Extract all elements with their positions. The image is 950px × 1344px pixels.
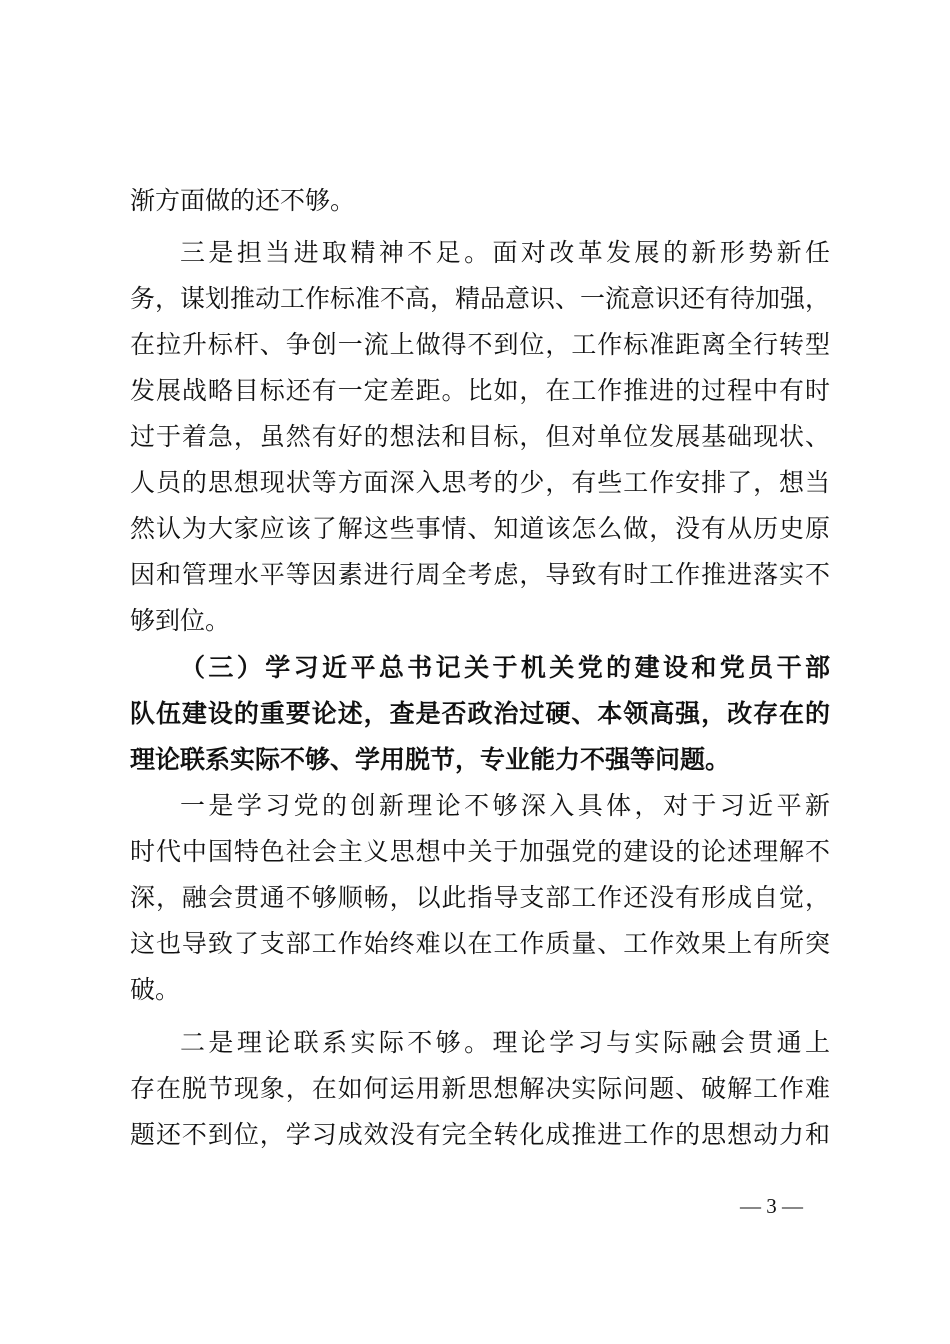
paragraph-1-line-1: 渐方面做的还不够。 <box>130 186 356 215</box>
paragraph-2-line-5: 过于着急，虽然有好的想法和目标，但对单位发展基础现状、 <box>130 422 830 451</box>
page-number: — 3 — <box>740 1194 803 1218</box>
paragraph-5-line-2: 存在脱节现象，在如何运用新思想解决实际问题、破解工作难 <box>130 1074 830 1103</box>
paragraph-4-line-4: 这也导致了支部工作始终难以在工作质量、工作效果上有所突 <box>130 929 830 958</box>
paragraph-2-line-4: 发展战略目标还有一定差距。比如，在工作推进的过程中有时 <box>130 376 830 405</box>
section-heading-line-3: 理论联系实际不够、学用脱节，专业能力不强等问题。 <box>130 745 731 774</box>
paragraph-4-line-2: 时代中国特色社会主义思想中关于加强党的建设的论述理解不 <box>130 837 830 866</box>
section-heading-line-1: （三）学习近平总书记关于机关党的建设和党员干部 <box>180 653 830 682</box>
paragraph-5-line-1: 二是理论联系实际不够。理论学习与实际融会贯通上 <box>180 1028 830 1057</box>
paragraph-2-line-7: 然认为大家应该了解这些事情、知道该怎么做，没有从历史原 <box>130 514 830 543</box>
paragraph-4-line-3: 深，融会贯通不够顺畅，以此指导支部工作还没有形成自觉， <box>130 883 830 912</box>
paragraph-4-line-5: 破。 <box>130 975 181 1004</box>
paragraph-2-line-6: 人员的思想现状等方面深入思考的少，有些工作安排了，想当 <box>130 468 830 497</box>
paragraph-2-line-3: 在拉升标杆、争创一流上做得不到位，工作标准距离全行转型 <box>130 330 830 359</box>
paragraph-2-line-1: 三是担当进取精神不足。面对改革发展的新形势新任 <box>180 238 830 267</box>
paragraph-5-line-3: 题还不到位，学习成效没有完全转化成推进工作的思想动力和 <box>130 1120 830 1149</box>
paragraph-4-line-1: 一是学习党的创新理论不够深入具体，对于习近平新 <box>180 791 830 820</box>
paragraph-2-line-9: 够到位。 <box>130 606 231 635</box>
section-heading-line-2: 队伍建设的重要论述，查是否政治过硬、本领高强，改存在的 <box>130 699 830 728</box>
paragraph-2-line-2: 务，谋划推动工作标准不高，精品意识、一流意识还有待加强， <box>130 284 831 313</box>
paragraph-2-line-8: 因和管理水平等因素进行周全考虑，导致有时工作推进落实不 <box>130 560 830 589</box>
